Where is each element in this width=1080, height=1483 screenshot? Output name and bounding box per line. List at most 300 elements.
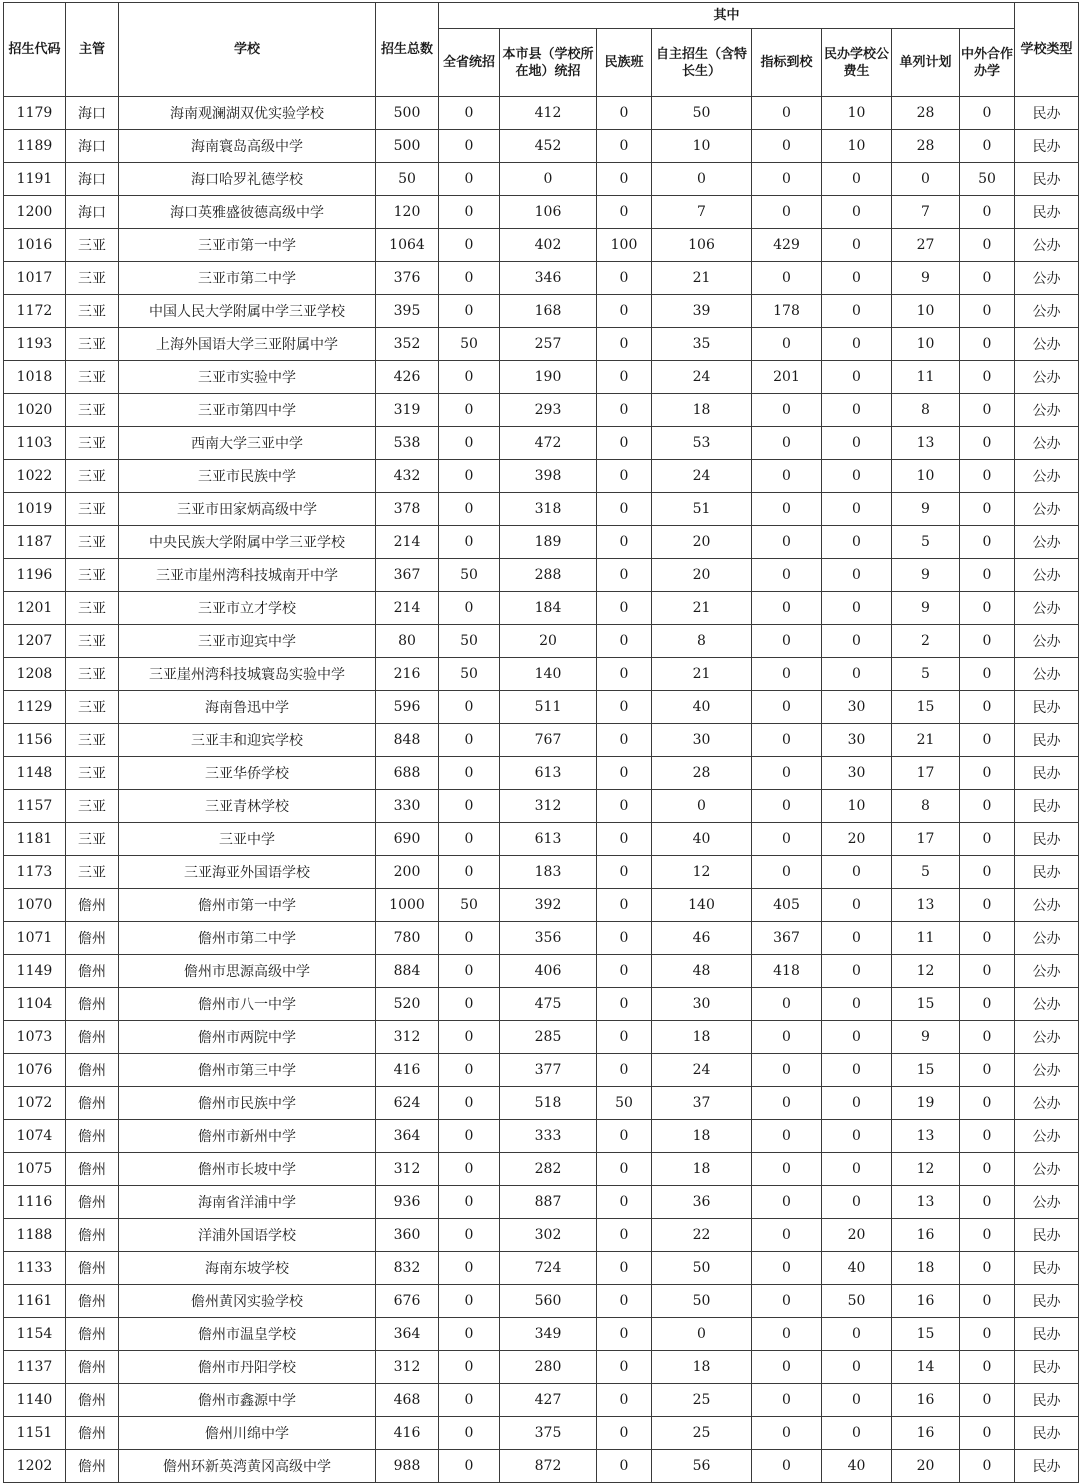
cell-sino-foreign: 0 [960, 625, 1015, 658]
header-total: 招生总数 [376, 3, 439, 97]
cell-code: 1076 [4, 1054, 66, 1087]
cell-school-type: 民办 [1015, 1219, 1079, 1252]
cell-local-unified: 398 [500, 460, 597, 493]
cell-separate-plan: 5 [892, 526, 960, 559]
cell-ethnic-class: 0 [597, 823, 652, 856]
cell-private-public-funded: 0 [822, 427, 892, 460]
cell-school: 海口英雅盛彼德高级中学 [119, 196, 376, 229]
cell-total: 50 [376, 163, 439, 196]
cell-sino-foreign: 0 [960, 526, 1015, 559]
cell-local-unified: 377 [500, 1054, 597, 1087]
cell-sino-foreign: 0 [960, 823, 1015, 856]
cell-total: 378 [376, 493, 439, 526]
cell-independent: 28 [652, 757, 752, 790]
cell-separate-plan: 5 [892, 856, 960, 889]
cell-school-type: 民办 [1015, 1417, 1079, 1450]
cell-school-type: 公办 [1015, 658, 1079, 691]
cell-sino-foreign: 0 [960, 361, 1015, 394]
cell-school: 三亚市崖州湾科技城南开中学 [119, 559, 376, 592]
cell-quota-to-school: 0 [752, 1186, 822, 1219]
cell-total: 395 [376, 295, 439, 328]
table-header [4, 3, 1079, 97]
cell-province-unified: 0 [439, 1021, 500, 1054]
cell-local-unified: 511 [500, 691, 597, 724]
cell-quota-to-school: 0 [752, 790, 822, 823]
cell-independent: 10 [652, 130, 752, 163]
cell-province-unified: 0 [439, 1384, 500, 1417]
cell-code: 1104 [4, 988, 66, 1021]
cell-ethnic-class: 0 [597, 1384, 652, 1417]
cell-independent: 7 [652, 196, 752, 229]
cell-sino-foreign: 0 [960, 955, 1015, 988]
cell-sino-foreign: 0 [960, 130, 1015, 163]
cell-school: 上海外国语大学三亚附属中学 [119, 328, 376, 361]
cell-province-unified: 50 [439, 658, 500, 691]
cell-independent: 48 [652, 955, 752, 988]
cell-ethnic-class: 0 [597, 1120, 652, 1153]
cell-code: 1019 [4, 493, 66, 526]
cell-quota-to-school: 0 [752, 394, 822, 427]
cell-school-type: 民办 [1015, 130, 1079, 163]
cell-authority: 三亚 [66, 394, 119, 427]
cell-private-public-funded: 0 [822, 196, 892, 229]
cell-code: 1073 [4, 1021, 66, 1054]
cell-private-public-funded: 0 [822, 955, 892, 988]
cell-quota-to-school: 0 [752, 625, 822, 658]
cell-school: 西南大学三亚中学 [119, 427, 376, 460]
table-row [4, 955, 1079, 988]
cell-ethnic-class: 0 [597, 1219, 652, 1252]
cell-quota-to-school: 0 [752, 262, 822, 295]
cell-province-unified: 0 [439, 262, 500, 295]
cell-separate-plan: 17 [892, 823, 960, 856]
cell-private-public-funded: 0 [822, 1417, 892, 1450]
cell-authority: 儋州 [66, 922, 119, 955]
cell-school: 三亚市田家炳高级中学 [119, 493, 376, 526]
cell-authority: 三亚 [66, 691, 119, 724]
table-row [4, 493, 1079, 526]
cell-province-unified: 0 [439, 592, 500, 625]
cell-separate-plan: 14 [892, 1351, 960, 1384]
cell-authority: 儋州 [66, 1186, 119, 1219]
cell-private-public-funded: 0 [822, 856, 892, 889]
cell-province-unified: 50 [439, 328, 500, 361]
cell-separate-plan: 2 [892, 625, 960, 658]
cell-sino-foreign: 0 [960, 394, 1015, 427]
cell-school-type: 公办 [1015, 922, 1079, 955]
cell-ethnic-class: 0 [597, 460, 652, 493]
cell-school-type: 民办 [1015, 196, 1079, 229]
header-quota-to-school: 指标到校 [752, 29, 822, 97]
cell-separate-plan: 9 [892, 559, 960, 592]
cell-local-unified: 293 [500, 394, 597, 427]
cell-independent: 20 [652, 526, 752, 559]
cell-ethnic-class: 0 [597, 658, 652, 691]
cell-school-type: 民办 [1015, 1384, 1079, 1417]
cell-authority: 三亚 [66, 724, 119, 757]
cell-school-type: 公办 [1015, 1054, 1079, 1087]
cell-local-unified: 375 [500, 1417, 597, 1450]
cell-school: 三亚市第一中学 [119, 229, 376, 262]
cell-quota-to-school: 0 [752, 1120, 822, 1153]
cell-total: 780 [376, 922, 439, 955]
cell-private-public-funded: 0 [822, 988, 892, 1021]
cell-authority: 儋州 [66, 1021, 119, 1054]
cell-total: 200 [376, 856, 439, 889]
cell-total: 468 [376, 1384, 439, 1417]
cell-school: 三亚丰和迎宾学校 [119, 724, 376, 757]
cell-school: 儋州市丹阳学校 [119, 1351, 376, 1384]
cell-independent: 22 [652, 1219, 752, 1252]
cell-local-unified: 472 [500, 427, 597, 460]
cell-authority: 儋州 [66, 1252, 119, 1285]
cell-ethnic-class: 0 [597, 328, 652, 361]
cell-total: 216 [376, 658, 439, 691]
cell-school: 儋州市第三中学 [119, 1054, 376, 1087]
cell-independent: 50 [652, 1285, 752, 1318]
cell-province-unified: 0 [439, 1219, 500, 1252]
cell-sino-foreign: 0 [960, 1120, 1015, 1153]
cell-code: 1173 [4, 856, 66, 889]
cell-total: 364 [376, 1318, 439, 1351]
table-row [4, 394, 1079, 427]
cell-independent: 37 [652, 1087, 752, 1120]
cell-sino-foreign: 0 [960, 691, 1015, 724]
cell-school: 海南东坡学校 [119, 1252, 376, 1285]
cell-province-unified: 0 [439, 295, 500, 328]
cell-code: 1103 [4, 427, 66, 460]
cell-school: 三亚海亚外国语学校 [119, 856, 376, 889]
table-row [4, 691, 1079, 724]
cell-authority: 儋州 [66, 1219, 119, 1252]
cell-quota-to-school: 0 [752, 1252, 822, 1285]
cell-total: 624 [376, 1087, 439, 1120]
cell-local-unified: 190 [500, 361, 597, 394]
cell-private-public-funded: 0 [822, 889, 892, 922]
cell-local-unified: 427 [500, 1384, 597, 1417]
cell-province-unified: 0 [439, 856, 500, 889]
table-row [4, 361, 1079, 394]
cell-quota-to-school: 0 [752, 691, 822, 724]
cell-private-public-funded: 0 [822, 1351, 892, 1384]
cell-province-unified: 0 [439, 1351, 500, 1384]
cell-ethnic-class: 0 [597, 262, 652, 295]
cell-independent: 140 [652, 889, 752, 922]
cell-separate-plan: 13 [892, 427, 960, 460]
cell-school-type: 民办 [1015, 1252, 1079, 1285]
cell-sino-foreign: 0 [960, 1021, 1015, 1054]
cell-separate-plan: 18 [892, 1252, 960, 1285]
cell-total: 319 [376, 394, 439, 427]
cell-local-unified: 318 [500, 493, 597, 526]
cell-local-unified: 887 [500, 1186, 597, 1219]
cell-private-public-funded: 50 [822, 1285, 892, 1318]
cell-school: 儋州黄冈实验学校 [119, 1285, 376, 1318]
cell-school: 海南观澜湖双优实验学校 [119, 97, 376, 130]
cell-local-unified: 767 [500, 724, 597, 757]
cell-separate-plan: 11 [892, 922, 960, 955]
cell-independent: 0 [652, 163, 752, 196]
cell-independent: 51 [652, 493, 752, 526]
cell-total: 330 [376, 790, 439, 823]
cell-independent: 50 [652, 1252, 752, 1285]
cell-private-public-funded: 0 [822, 394, 892, 427]
cell-quota-to-school: 0 [752, 559, 822, 592]
cell-independent: 8 [652, 625, 752, 658]
cell-local-unified: 402 [500, 229, 597, 262]
cell-local-unified: 189 [500, 526, 597, 559]
cell-independent: 46 [652, 922, 752, 955]
cell-ethnic-class: 0 [597, 1186, 652, 1219]
cell-quota-to-school: 0 [752, 460, 822, 493]
cell-total: 538 [376, 427, 439, 460]
cell-separate-plan: 10 [892, 460, 960, 493]
table-row [4, 1318, 1079, 1351]
cell-province-unified: 0 [439, 1120, 500, 1153]
cell-sino-foreign: 0 [960, 1417, 1015, 1450]
cell-sino-foreign: 0 [960, 262, 1015, 295]
cell-quota-to-school: 0 [752, 724, 822, 757]
cell-sino-foreign: 0 [960, 493, 1015, 526]
cell-private-public-funded: 0 [822, 922, 892, 955]
table-row [4, 196, 1079, 229]
cell-authority: 儋州 [66, 889, 119, 922]
cell-school: 儋州市新州中学 [119, 1120, 376, 1153]
cell-school-type: 民办 [1015, 856, 1079, 889]
cell-independent: 35 [652, 328, 752, 361]
cell-independent: 18 [652, 1153, 752, 1186]
cell-code: 1133 [4, 1252, 66, 1285]
cell-school-type: 公办 [1015, 394, 1079, 427]
cell-quota-to-school: 0 [752, 856, 822, 889]
cell-ethnic-class: 0 [597, 163, 652, 196]
cell-ethnic-class: 50 [597, 1087, 652, 1120]
cell-ethnic-class: 0 [597, 427, 652, 460]
table-row [4, 460, 1079, 493]
cell-school: 儋州市鑫源中学 [119, 1384, 376, 1417]
cell-school-type: 公办 [1015, 889, 1079, 922]
table-row [4, 988, 1079, 1021]
cell-school: 三亚市第四中学 [119, 394, 376, 427]
cell-private-public-funded: 0 [822, 1186, 892, 1219]
cell-separate-plan: 9 [892, 1021, 960, 1054]
cell-independent: 40 [652, 823, 752, 856]
cell-code: 1181 [4, 823, 66, 856]
table-row [4, 1021, 1079, 1054]
cell-province-unified: 0 [439, 460, 500, 493]
table-row [4, 889, 1079, 922]
cell-independent: 21 [652, 592, 752, 625]
cell-school-type: 民办 [1015, 1285, 1079, 1318]
table-row [4, 658, 1079, 691]
cell-code: 1137 [4, 1351, 66, 1384]
cell-school: 儋州市温皇学校 [119, 1318, 376, 1351]
table-row [4, 163, 1079, 196]
cell-independent: 56 [652, 1450, 752, 1483]
header-authority: 主管 [66, 3, 119, 97]
cell-code: 1161 [4, 1285, 66, 1318]
cell-total: 312 [376, 1153, 439, 1186]
header-private-public-funded: 民办学校公费生 [822, 29, 892, 97]
cell-separate-plan: 7 [892, 196, 960, 229]
cell-private-public-funded: 0 [822, 1120, 892, 1153]
cell-code: 1070 [4, 889, 66, 922]
table-row [4, 1153, 1079, 1186]
cell-sino-foreign: 0 [960, 97, 1015, 130]
cell-total: 936 [376, 1186, 439, 1219]
cell-school: 海南省洋浦中学 [119, 1186, 376, 1219]
table-row [4, 97, 1079, 130]
cell-school: 三亚华侨学校 [119, 757, 376, 790]
cell-private-public-funded: 40 [822, 1450, 892, 1483]
cell-total: 500 [376, 130, 439, 163]
cell-code: 1207 [4, 625, 66, 658]
cell-school: 三亚市迎宾中学 [119, 625, 376, 658]
cell-code: 1151 [4, 1417, 66, 1450]
cell-province-unified: 0 [439, 1318, 500, 1351]
table-row [4, 1285, 1079, 1318]
cell-local-unified: 356 [500, 922, 597, 955]
cell-separate-plan: 28 [892, 97, 960, 130]
cell-total: 376 [376, 262, 439, 295]
cell-province-unified: 0 [439, 922, 500, 955]
cell-school-type: 公办 [1015, 262, 1079, 295]
cell-independent: 18 [652, 1351, 752, 1384]
cell-quota-to-school: 0 [752, 1417, 822, 1450]
cell-authority: 儋州 [66, 1120, 119, 1153]
cell-total: 884 [376, 955, 439, 988]
cell-school: 三亚市实验中学 [119, 361, 376, 394]
cell-school: 三亚市立才学校 [119, 592, 376, 625]
cell-quota-to-school: 0 [752, 328, 822, 361]
cell-code: 1191 [4, 163, 66, 196]
cell-province-unified: 0 [439, 163, 500, 196]
cell-ethnic-class: 0 [597, 724, 652, 757]
table-row [4, 1087, 1079, 1120]
cell-separate-plan: 5 [892, 658, 960, 691]
cell-province-unified: 50 [439, 889, 500, 922]
cell-sino-foreign: 0 [960, 1384, 1015, 1417]
cell-code: 1016 [4, 229, 66, 262]
cell-quota-to-school: 0 [752, 493, 822, 526]
cell-school-type: 公办 [1015, 460, 1079, 493]
table-row [4, 1054, 1079, 1087]
cell-local-unified: 613 [500, 823, 597, 856]
cell-local-unified: 724 [500, 1252, 597, 1285]
table-row [4, 1351, 1079, 1384]
cell-total: 367 [376, 559, 439, 592]
cell-code: 1140 [4, 1384, 66, 1417]
cell-independent: 12 [652, 856, 752, 889]
cell-separate-plan: 15 [892, 1054, 960, 1087]
cell-code: 1149 [4, 955, 66, 988]
cell-code: 1156 [4, 724, 66, 757]
table-row [4, 1120, 1079, 1153]
cell-ethnic-class: 0 [597, 361, 652, 394]
cell-code: 1148 [4, 757, 66, 790]
table-row [4, 526, 1079, 559]
cell-quota-to-school: 0 [752, 1021, 822, 1054]
cell-local-unified: 475 [500, 988, 597, 1021]
cell-school: 洋浦外国语学校 [119, 1219, 376, 1252]
cell-province-unified: 0 [439, 196, 500, 229]
cell-independent: 25 [652, 1384, 752, 1417]
cell-sino-foreign: 0 [960, 790, 1015, 823]
cell-independent: 20 [652, 559, 752, 592]
table-row [4, 1450, 1079, 1483]
cell-private-public-funded: 0 [822, 361, 892, 394]
cell-province-unified: 50 [439, 625, 500, 658]
cell-sino-foreign: 0 [960, 1351, 1015, 1384]
cell-private-public-funded: 0 [822, 493, 892, 526]
cell-quota-to-school: 0 [752, 988, 822, 1021]
cell-private-public-funded: 30 [822, 724, 892, 757]
header-independent: 自主招生（含特长生） [652, 29, 752, 97]
cell-province-unified: 0 [439, 1252, 500, 1285]
cell-local-unified: 184 [500, 592, 597, 625]
cell-school-type: 民办 [1015, 1318, 1079, 1351]
cell-sino-foreign: 0 [960, 460, 1015, 493]
cell-code: 1200 [4, 196, 66, 229]
cell-private-public-funded: 20 [822, 1219, 892, 1252]
cell-code: 1157 [4, 790, 66, 823]
cell-private-public-funded: 0 [822, 625, 892, 658]
cell-school-type: 公办 [1015, 493, 1079, 526]
cell-separate-plan: 15 [892, 1318, 960, 1351]
cell-total: 214 [376, 526, 439, 559]
cell-ethnic-class: 0 [597, 691, 652, 724]
cell-province-unified: 0 [439, 427, 500, 460]
cell-sino-foreign: 0 [960, 757, 1015, 790]
header-sino-foreign: 中外合作办学 [960, 29, 1015, 97]
cell-school-type: 公办 [1015, 328, 1079, 361]
cell-separate-plan: 16 [892, 1285, 960, 1318]
cell-local-unified: 168 [500, 295, 597, 328]
header-separate-plan: 单列计划 [892, 29, 960, 97]
cell-private-public-funded: 20 [822, 823, 892, 856]
table-body [4, 97, 1079, 1483]
cell-local-unified: 349 [500, 1318, 597, 1351]
cell-sino-foreign: 0 [960, 658, 1015, 691]
table-row [4, 427, 1079, 460]
cell-local-unified: 872 [500, 1450, 597, 1483]
cell-school-type: 公办 [1015, 526, 1079, 559]
cell-quota-to-school: 0 [752, 526, 822, 559]
cell-ethnic-class: 0 [597, 559, 652, 592]
cell-sino-foreign: 0 [960, 1252, 1015, 1285]
cell-separate-plan: 16 [892, 1417, 960, 1450]
table-row [4, 229, 1079, 262]
cell-total: 416 [376, 1054, 439, 1087]
cell-province-unified: 0 [439, 1450, 500, 1483]
cell-sino-foreign: 0 [960, 1153, 1015, 1186]
cell-province-unified: 0 [439, 1285, 500, 1318]
cell-total: 416 [376, 1417, 439, 1450]
cell-ethnic-class: 0 [597, 955, 652, 988]
cell-sino-foreign: 0 [960, 328, 1015, 361]
cell-authority: 儋州 [66, 1153, 119, 1186]
cell-local-unified: 282 [500, 1153, 597, 1186]
cell-authority: 海口 [66, 196, 119, 229]
cell-school: 海口哈罗礼德学校 [119, 163, 376, 196]
cell-separate-plan: 28 [892, 130, 960, 163]
cell-school: 三亚市民族中学 [119, 460, 376, 493]
cell-separate-plan: 12 [892, 955, 960, 988]
cell-private-public-funded: 0 [822, 328, 892, 361]
cell-separate-plan: 13 [892, 1120, 960, 1153]
cell-school-type: 公办 [1015, 988, 1079, 1021]
cell-private-public-funded: 0 [822, 1153, 892, 1186]
